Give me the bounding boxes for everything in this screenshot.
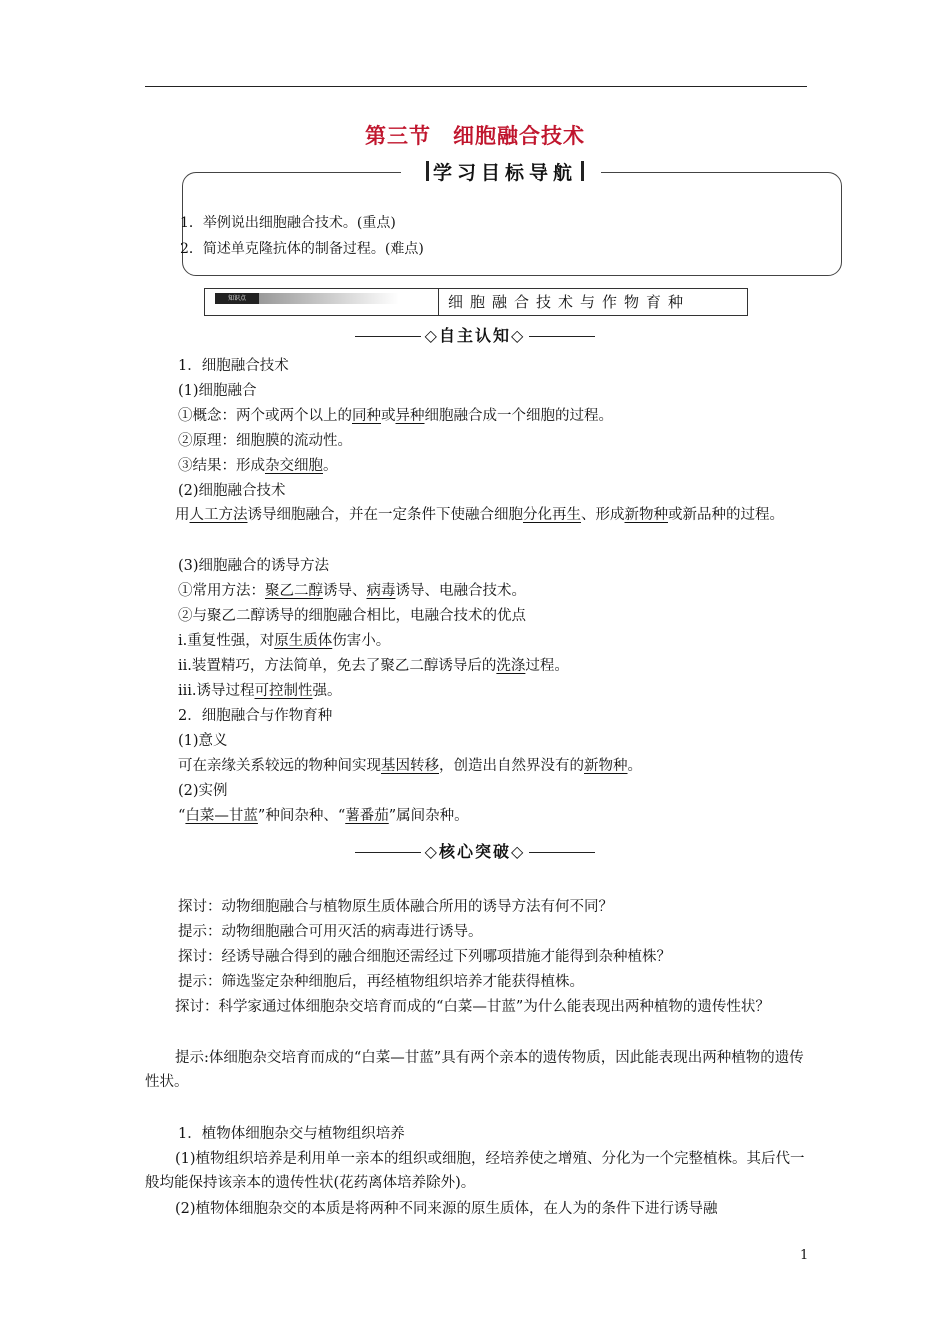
knowledge-point-label: 细胞融合技术与作物育种 [448, 293, 691, 311]
text-line: ②原理：细胞膜的流动性。 [178, 433, 352, 449]
text-line: (3)细胞融合的诱导方法 [178, 558, 330, 574]
page-number: 1 [800, 1248, 809, 1263]
subheading: 1．植物体细胞杂交与植物组织培养 [178, 1126, 405, 1142]
question: 探讨：动物细胞融合与植物原生质体融合所用的诱导方法有何不同？ [178, 899, 613, 915]
text-line: ⅲ.诱导过程可控制性强。 [178, 683, 342, 699]
text-line: ①概念：两个或两个以上的同种或异种细胞融合成一个细胞的过程。 [178, 408, 613, 424]
goal-item: 2．简述单克隆抗体的制备过程。(难点) [180, 241, 424, 257]
text-line: 2．细胞融合与作物育种 [178, 708, 333, 724]
answer: 提示：动物细胞融合可用灭活的病毒进行诱导。 [178, 924, 483, 940]
banner-label: 学习目标导航 [433, 161, 578, 184]
text-line: (1)细胞融合 [178, 383, 257, 399]
learning-goals-banner [418, 157, 592, 185]
paragraph: 用人工方法诱导细胞融合，并在一定条件下使融合细胞分化再生、形成新物种或新品种的过程。 [175, 507, 784, 523]
goal-item: 1．举例说出细胞融合技术。(重点) [180, 215, 396, 231]
text-line: (2)细胞融合技术 [178, 483, 286, 499]
text-line: (1)意义 [178, 733, 228, 749]
knowledge-point-tag: 知识点 [215, 293, 259, 304]
paragraph: (1)植物组织培养是利用单一亲本的组织或细胞，经培养使之增殖、分化为一个完整植株。其后代一般均能保持该亲本的遗传性状(花药离体培养除外)。 [145, 1151, 805, 1191]
header-rule [145, 86, 807, 87]
text-line: “白菜—甘蓝”种间杂种、“薯番茄”属间杂种。 [178, 808, 469, 824]
text-line: 1．细胞融合技术 [178, 358, 289, 374]
answer: 提示:体细胞杂交培育而成的“白菜—甘蓝”具有两个亲本的遗传物质，因此能表现出两种植物的遗传性状。 [145, 1050, 804, 1090]
paragraph: (2)植物体细胞杂交的本质是将两种不同来源的原生质体，在人为的条件下进行诱导融 [175, 1201, 718, 1217]
text-line: ②与聚乙二醇诱导的细胞融合相比，电融合技术的优点 [178, 608, 526, 624]
section-heading: ◇自主认知◇ [0, 323, 950, 346]
text-line: ③结果：形成杂交细胞。 [178, 458, 338, 474]
question: 探讨：经诱导融合得到的融合细胞还需经过下列哪项措施才能得到杂种植株？ [178, 949, 671, 965]
answer: 提示：筛选鉴定杂种细胞后，再经植物组织培养才能获得植株。 [178, 974, 584, 990]
text-line: (2)实例 [178, 783, 228, 799]
section-heading: ◇核心突破◇ [0, 839, 950, 862]
text-line: ⅱ.装置精巧，方法简单，免去了聚乙二醇诱导后的洗涤过程。 [178, 658, 569, 674]
text-line: 可在亲缘关系较远的物种间实现基因转移，创造出自然界没有的新物种。 [178, 758, 642, 774]
question: 探讨：科学家通过体细胞杂交培育而成的“白菜—甘蓝”为什么能表现出两种植物的遗传性状？ [175, 999, 770, 1015]
text-line: ①常用方法：聚乙二醇诱导、病毒诱导、电融合技术。 [178, 583, 526, 599]
knowledge-point-bar [204, 288, 748, 316]
page-title: 第三节 细胞融合技术 [365, 124, 585, 148]
text-line: ⅰ.重复性强，对原生质体伤害小。 [178, 633, 391, 649]
